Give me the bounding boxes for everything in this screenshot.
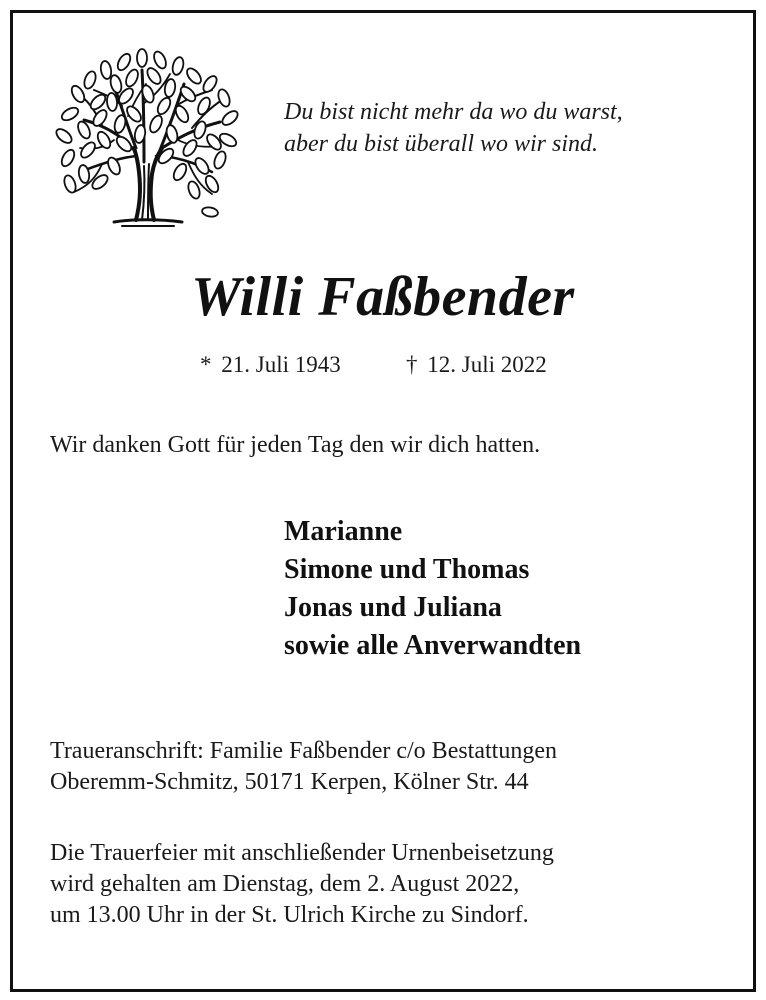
- address-line: Oberemm-Schmitz, 50171 Kerpen, Kölner Str. 44: [50, 769, 529, 795]
- ceremony-info: [50, 838, 554, 931]
- death-date: [406, 350, 547, 380]
- memorial-quote: [284, 96, 623, 160]
- mourners-list: [284, 513, 581, 665]
- deceased-name: Willi Faßbender: [191, 266, 575, 328]
- quote-line: aber du bist überall wo wir sind.: [284, 131, 599, 157]
- birth-date: [200, 350, 341, 380]
- birth-date-text: 21. Juli 1943: [221, 352, 341, 377]
- mourning-address: [50, 736, 557, 798]
- mourner-name: sowie alle Anverwandten: [284, 630, 582, 661]
- quote-line: Du bist nicht mehr da wo du warst,: [284, 99, 623, 125]
- ceremony-line: Die Trauerfeier mit anschließender Urnenbeisetzung: [50, 840, 554, 866]
- cross-icon: †: [406, 352, 418, 377]
- mourner-name: Jonas und Juliana: [284, 592, 502, 623]
- mourner-name: Simone und Thomas: [284, 554, 530, 585]
- ceremony-line: um 13.00 Uhr in der St. Ulrich Kirche zu Sindorf.: [50, 902, 529, 928]
- birth-symbol: *: [200, 352, 212, 377]
- ceremony-line: wird gehalten am Dienstag, dem 2. August 2022,: [50, 871, 520, 897]
- address-line: Traueranschrift: Familie Faßbender c/o Bestattungen: [50, 738, 557, 764]
- mourner-name: Marianne: [284, 516, 403, 547]
- thanks-line: Wir danken Gott für jeden Tag den wir dich hatten.: [50, 432, 541, 458]
- death-date-text: 12. Juli 2022: [427, 352, 547, 377]
- tree-icon: [44, 44, 244, 230]
